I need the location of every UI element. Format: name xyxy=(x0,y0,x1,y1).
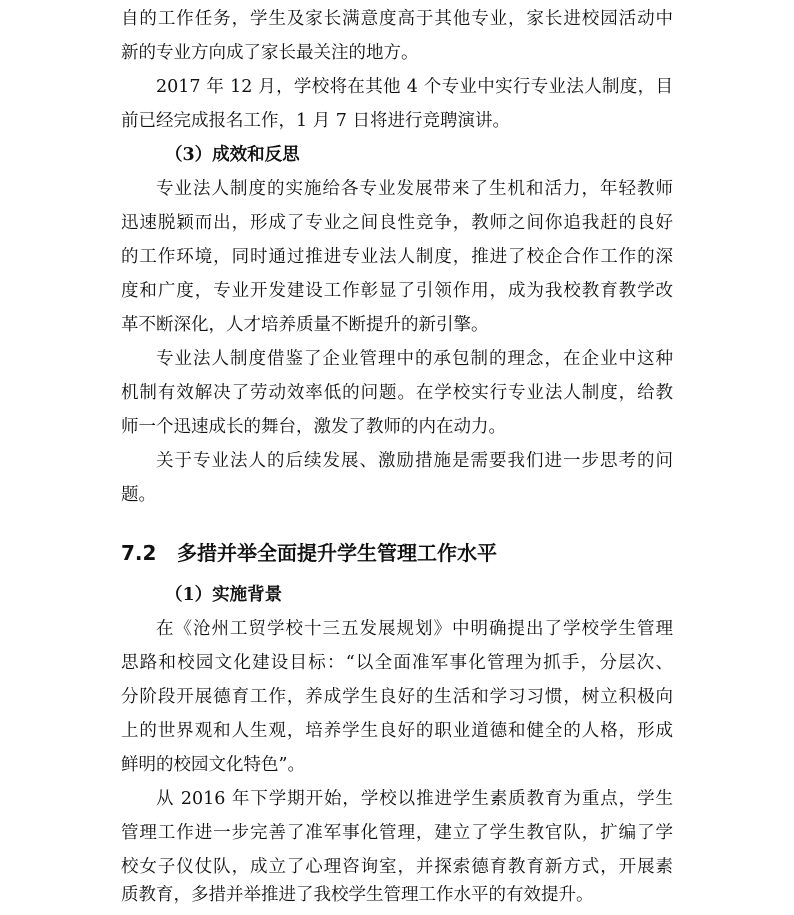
paragraph-line: 的工作环境，同时通过推进专业法人制度，推进了校企合作工作的深 xyxy=(121,247,673,267)
paragraph-line: 专业法人制度借鉴了企业管理中的承包制的理念，在企业中这种 xyxy=(156,349,673,369)
paragraph-line: 迅速脱颖而出，形成了专业之间良性竞争，教师之间你追我赶的良好 xyxy=(121,213,673,233)
paragraph-line: 革不断深化，人才培养质量不断提升的新引擎。 xyxy=(121,315,489,335)
section-heading xyxy=(121,533,497,573)
paragraph-line: 质教育，多措并举推进了我校学生管理工作水平的有效提升。 xyxy=(121,885,594,905)
paragraph-line: 思路和校园文化建设目标：“以全面准军事化管理为抓手，分层次、 xyxy=(121,653,673,673)
paragraph-line: 鲜明的校园文化特色”。 xyxy=(121,755,305,775)
paragraph-line: 在《沧州工贸学校十三五发展规划》中明确提出了学校学生管理 xyxy=(156,619,673,639)
paragraph-line: 关于专业法人的后续发展、激励措施是需要我们进一步思考的问 xyxy=(156,451,673,471)
paragraph-line: 专业法人制度的实施给各专业发展带来了生机和活力，年轻教师 xyxy=(156,179,673,199)
section-number: 7.2 xyxy=(121,541,157,565)
paragraph-line: 新的专业方向成了家长最关注的地方。 xyxy=(121,43,419,63)
paragraph-line: 从 2016 年下学期开始，学校以推进学生素质教育为重点，学生 xyxy=(156,789,673,809)
paragraph-line: 度和广度，专业开发建设工作彰显了引领作用，成为我校教育教学改 xyxy=(121,281,673,301)
subheading-background: （1）实施背景 xyxy=(165,585,283,605)
paragraph-line: 前已经完成报名工作，1 月 7 日将进行竞聘演讲。 xyxy=(121,111,510,131)
paragraph-line: 校女子仪仗队，成立了心理咨询室，并探索德育教育新方式，开展素 xyxy=(121,857,673,877)
section-title: 多措并举全面提升学生管理工作水平 xyxy=(177,541,497,565)
paragraph-line: 自的工作任务，学生及家长满意度高于其他专业，家长进校园活动中 xyxy=(121,9,673,29)
paragraph-line: 题。 xyxy=(121,485,156,505)
paragraph-line: 管理工作进一步完善了准军事化管理，建立了学生教官队，扩编了学 xyxy=(121,823,673,843)
paragraph-line: 师一个迅速成长的舞台，激发了教师的内在动力。 xyxy=(121,417,506,437)
paragraph-line: 2017 年 12 月，学校将在其他 4 个专业中实行专业法人制度，目 xyxy=(156,77,673,97)
paragraph-line: 分阶段开展德育工作，养成学生良好的生活和学习习惯，树立积极向 xyxy=(121,687,673,707)
subheading-results: （3）成效和反思 xyxy=(165,145,300,165)
paragraph-line: 上的世界观和人生观，培养学生良好的职业道德和健全的人格，形成 xyxy=(121,721,673,741)
paragraph-line: 机制有效解决了劳动效率低的问题。在学校实行专业法人制度，给教 xyxy=(121,383,673,403)
